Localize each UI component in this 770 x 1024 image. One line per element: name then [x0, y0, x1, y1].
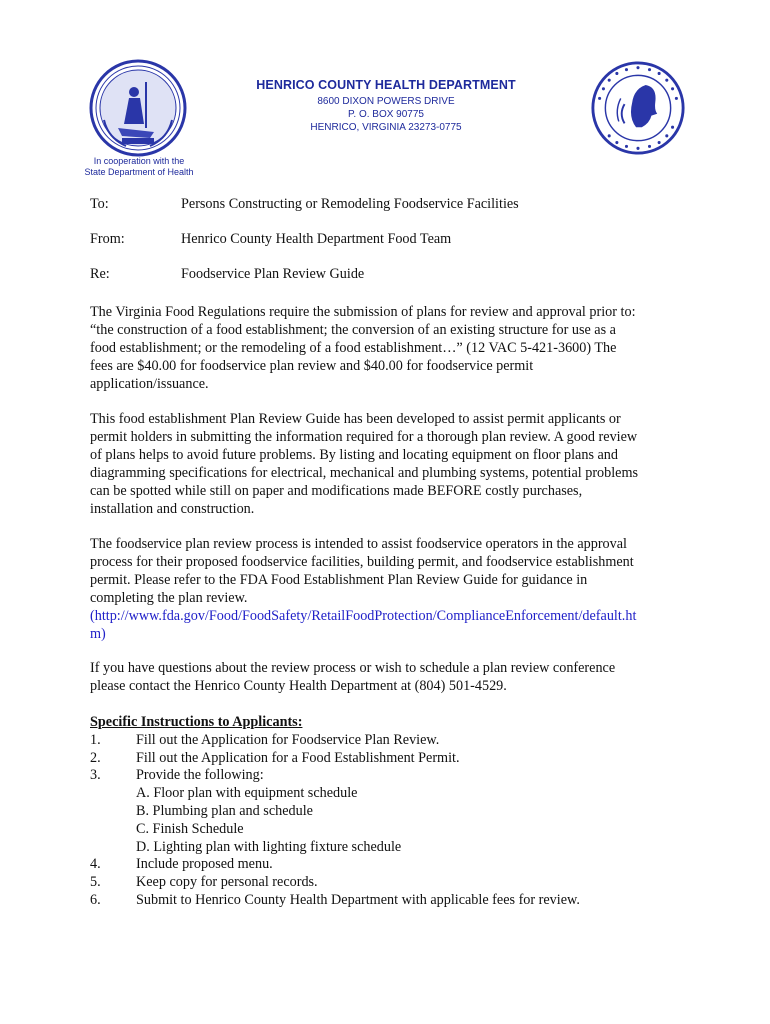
list-item-text: Submit to Henrico County Health Department with applicable fees for review.: [136, 891, 580, 908]
memo-from-label: From:: [90, 231, 125, 247]
memo-re-value: Foodservice Plan Review Guide: [181, 266, 365, 282]
address-city: HENRICO, VIRGINIA 23273-0775: [310, 122, 462, 133]
paragraph-line: The Virginia Food Regulations require the submission of plans for review and approval prior to:: [90, 304, 636, 320]
paragraph-line: of plans helps to avoid future problems. By listing and locating equipment on floor plans and: [90, 447, 618, 463]
list-subitem: [90, 803, 690, 821]
instructions-section: [90, 714, 690, 910]
list-item-number: 5.: [90, 874, 101, 891]
paragraph-line: permit holders in submitting the information required for a thorough plan review. A good review: [90, 429, 638, 445]
department-name: HENRICO COUNTY HEALTH DEPARTMENT: [256, 78, 516, 92]
list-subitem: [90, 839, 690, 857]
paragraph-line: completing the plan review.: [90, 590, 248, 606]
cooperation-line-2: State Department of Health: [84, 167, 194, 177]
list-item-number: 1.: [90, 731, 101, 748]
paragraph-line: installation and construction.: [90, 501, 255, 517]
cooperation-line-1: In cooperation with the: [93, 156, 185, 166]
list-item: [90, 856, 690, 874]
memo-re-label: Re:: [90, 266, 110, 282]
county-of-henrico-seal-icon: [590, 60, 686, 156]
paragraph-line: If you have questions about the review process or wish to schedule a plan review conference: [90, 660, 616, 676]
fda-guide-link[interactable]: (http://www.fda.gov/Food/FoodSafety/RetailFoodProtection/ComplianceEnforcement/default.ht: [90, 608, 637, 624]
list-item-number: 3.: [90, 767, 101, 784]
paragraph-contact: [90, 659, 690, 695]
memo-to-value: Persons Constructing or Remodeling Foodservice Facilities: [181, 196, 519, 212]
address-street: 8600 DIXON POWERS DRIVE: [317, 96, 455, 107]
paragraph-line: food establishment; or the remodeling of a food establishment…” (12 VAC 5-421-3600) The: [90, 340, 617, 356]
instructions-title: Specific Instructions to Applicants:: [90, 714, 303, 730]
list-item-text: Fill out the Application for a Food Establishment Permit.: [136, 749, 460, 766]
memo-from-value: Henrico County Health Department Food Team: [181, 231, 452, 247]
list-item-text: A. Floor plan with equipment schedule: [136, 785, 358, 802]
virginia-state-seal-icon: [88, 58, 188, 158]
list-item-text: Keep copy for personal records.: [136, 874, 318, 891]
paragraph-line: permit. Please refer to the FDA Food Establishment Plan Review Guide for guidance in: [90, 572, 588, 588]
list-item-text: D. Lighting plan with lighting fixture schedule: [136, 838, 402, 855]
paragraph-line: fees are $40.00 for foodservice plan review and $40.00 for foodservice permit: [90, 358, 534, 374]
paragraph-line: can be spotted while still on paper and modifications made BEFORE costly purchases,: [90, 483, 583, 499]
letterhead: [200, 78, 572, 134]
list-item-text: Fill out the Application for Foodservice Plan Review.: [136, 731, 440, 748]
list-item-text: Include proposed menu.: [136, 856, 273, 873]
list-subitem: [90, 821, 690, 839]
list-item: [90, 732, 690, 750]
address-po-box: P. O. BOX 90775: [348, 109, 424, 120]
list-item: [90, 750, 690, 768]
list-subitem: [90, 785, 690, 803]
list-item-number: 2.: [90, 749, 101, 766]
cooperation-note: [84, 156, 194, 178]
paragraph-line: The foodservice plan review process is intended to assist foodservice operators in the approval: [90, 536, 627, 552]
list-item-number: 6.: [90, 891, 101, 908]
list-item-text: Provide the following:: [136, 767, 264, 784]
list-item: [90, 874, 690, 892]
memo-to-label: To:: [90, 196, 109, 212]
paragraph-line: “the construction of a food establishment; the conversion of an existing structure for use as a: [90, 322, 616, 338]
paragraph-line: diagramming specifications for electrical, mechanical and plumbing systems, potential problems: [90, 465, 639, 481]
paragraph-line: process for their proposed foodservice facilities, building permit, and foodservice establishment: [90, 554, 634, 570]
paragraph-guide-purpose: [90, 410, 690, 518]
paragraph-line: please contact the Henrico County Health Department at (804) 501-4529.: [90, 678, 507, 694]
list-item: [90, 892, 690, 910]
list-item-text: C. Finish Schedule: [136, 820, 244, 837]
list-item-text: B. Plumbing plan and schedule: [136, 802, 313, 819]
paragraph-line: This food establishment Plan Review Guide has been developed to assist permit applicants or: [90, 411, 621, 427]
paragraph-line: application/issuance.: [90, 376, 209, 392]
list-item: [90, 767, 690, 785]
fda-guide-link-end[interactable]: m): [90, 626, 106, 642]
paragraph-review-process: [90, 535, 690, 643]
list-item-number: 4.: [90, 856, 101, 873]
paragraph-regulations: [90, 303, 690, 393]
